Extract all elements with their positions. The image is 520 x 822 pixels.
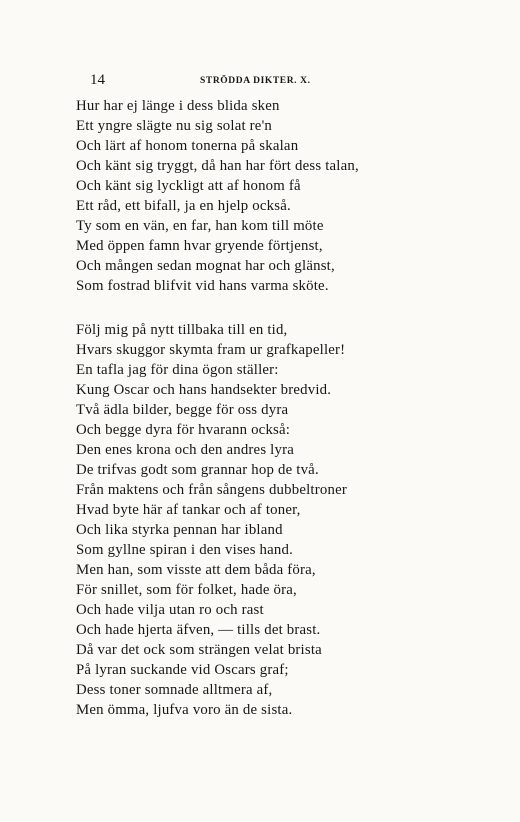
poem-line: Två ädla bilder, begge för oss dyra [76, 402, 289, 418]
poem-line: Följ mig på nytt tillbaka till en tid, [76, 322, 288, 338]
poem-line: Som gyllne spiran i den vises hand. [76, 542, 294, 558]
poem-line: Ty som en vän, en far, han kom till möte [76, 218, 324, 234]
poem-line: Den enes krona och den andres lyra [76, 442, 294, 458]
poem-line: Från maktens och från sångens dubbeltroner [76, 482, 347, 498]
poem-line: Med öppen famn hvar gryende förtjenst, [76, 238, 323, 254]
poem-line: Och lika styrka pennan har ibland [76, 522, 283, 538]
poem-line: Hvars skuggor skymta fram ur grafkapeller! [76, 342, 346, 358]
poem-line: En tafla jag för dina ögon ställer: [76, 362, 279, 378]
poem-line: Men han, som visste att dem båda föra, [76, 562, 316, 578]
stanza-2 [76, 320, 347, 720]
stanza-1 [76, 96, 359, 296]
poem-line: För snillet, som för folket, hade öra, [76, 582, 297, 598]
poem-line: Och mången sedan mognat har och glänst, [76, 258, 335, 274]
poem-line: Och känt sig tryggt, då han har fört dess talan, [76, 158, 359, 174]
poem-line: Och hade hjerta äfven, — tills det brast. [76, 622, 321, 638]
poem-line: Ett yngre slägte nu sig solat re'n [76, 118, 273, 134]
poem-line: Men ömma, ljufva voro än de sista. [76, 702, 293, 718]
running-title: STRÖDDA DIKTER. X. [200, 76, 311, 86]
poem-line: De trifvas godt som grannar hop de två. [76, 462, 319, 478]
poem-line: Och lärt af honom tonerna på skalan [76, 138, 299, 154]
poem-line: Kung Oscar och hans handsekter bredvid. [76, 382, 332, 398]
poem-line: Dess toner somnade alltmera af, [76, 682, 273, 698]
poem-line: Då var det ock som strängen velat brista [76, 642, 322, 658]
poem-line: Och känt sig lyckligt att af honom få [76, 178, 301, 194]
poem-line: Och hade vilja utan ro och rast [76, 602, 264, 618]
page-number: 14 [90, 72, 105, 88]
poem-line: Hur har ej länge i dess blida sken [76, 98, 280, 114]
poem-line: Hvad byte här af tankar och af toner, [76, 502, 301, 518]
poem-line: Som fostrad blifvit vid hans varma sköte. [76, 278, 329, 294]
poem-line: Ett råd, ett bifall, ja en hjelp också. [76, 198, 291, 214]
poem-line: Och begge dyra för hvarann också: [76, 422, 291, 438]
poem-line: På lyran suckande vid Oscars graf; [76, 662, 289, 678]
